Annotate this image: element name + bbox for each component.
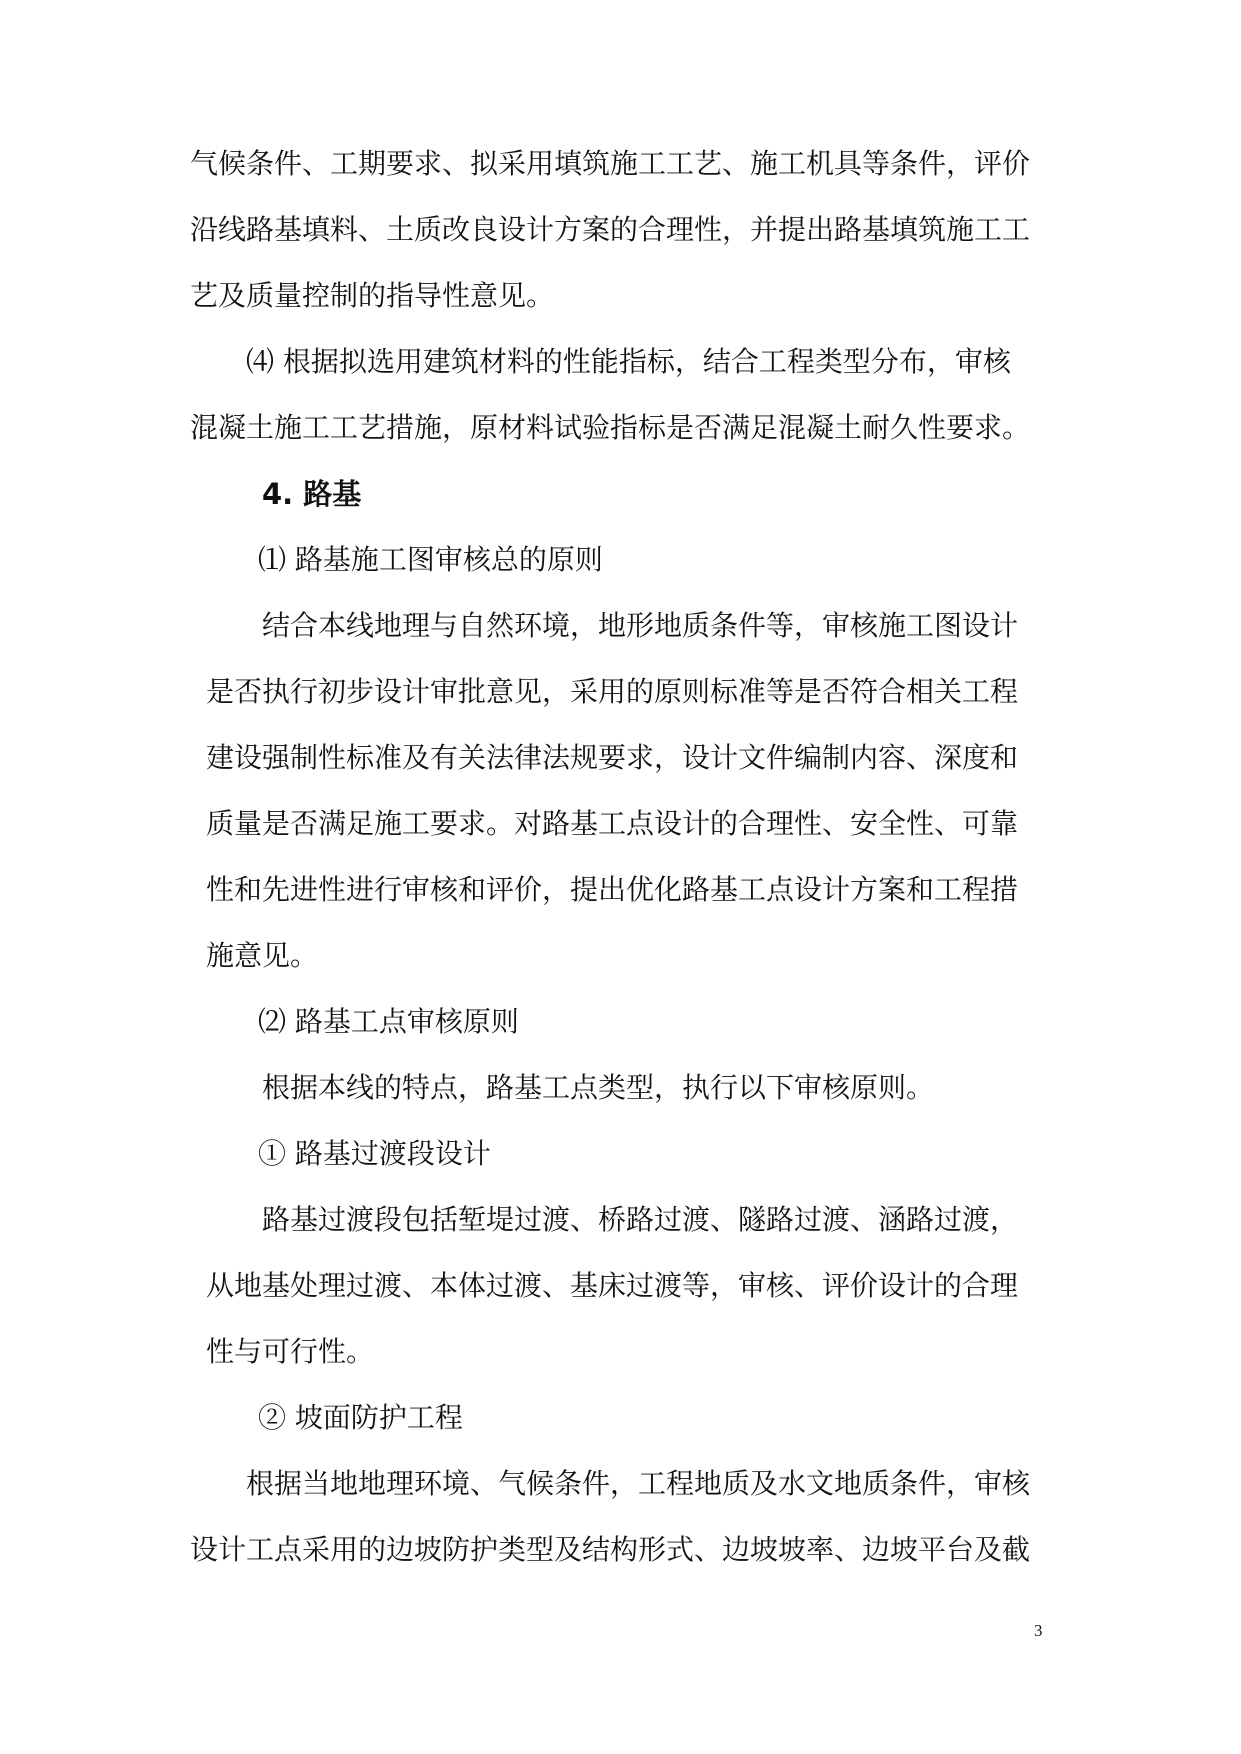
text-line: 混凝土施工工艺措施，原材料试验指标是否满足混凝土耐久性要求。	[190, 411, 1031, 444]
subsection-heading: ⑵ 路基工点审核原则	[258, 1005, 519, 1038]
item-heading: ② 坡面防护工程	[258, 1401, 463, 1434]
text-line: 建设强制性标准及有关法律法规要求，设计文件编制内容、深度和	[206, 741, 1019, 774]
text-line: 施意见。	[206, 939, 319, 972]
text-line: 根据本线的特点，路基工点类型，执行以下审核原则。	[262, 1071, 935, 1104]
section-heading: 4. 路基	[262, 477, 362, 511]
text-line: 气候条件、工期要求、拟采用填筑施工工艺、施工机具等条件，评价	[190, 147, 1031, 180]
text-line: 路基过渡段包括堑堤过渡、桥路过渡、隧路过渡、涵路过渡，	[262, 1203, 1019, 1236]
text-line: 设计工点采用的边坡防护类型及结构形式、边坡坡率、边坡平台及截	[190, 1533, 1031, 1566]
text-line: 性和先进性进行审核和评价，提出优化路基工点设计方案和工程措	[206, 873, 1019, 906]
text-line: 质量是否满足施工要求。对路基工点设计的合理性、安全性、可靠	[206, 807, 1019, 840]
subsection-heading: ⑴ 路基施工图审核总的原则	[258, 543, 603, 576]
text-line: 是否执行初步设计审批意见，采用的原则标准等是否符合相关工程	[206, 675, 1019, 708]
text-line: 沿线路基填料、土质改良设计方案的合理性，并提出路基填筑施工工	[190, 213, 1031, 246]
text-line: ⑷ 根据拟选用建筑材料的性能指标，结合工程类型分布，审核	[246, 345, 1011, 378]
page-number: 3	[1034, 1621, 1043, 1640]
text-line: 结合本线地理与自然环境，地形地质条件等，审核施工图设计	[262, 609, 1019, 642]
item-heading: ① 路基过渡段设计	[258, 1137, 491, 1170]
text-line: 根据当地地理环境、气候条件，工程地质及水文地质条件，审核	[246, 1467, 1031, 1500]
text-line: 从地基处理过渡、本体过渡、基床过渡等，审核、评价设计的合理	[206, 1269, 1019, 1302]
text-line: 性与可行性。	[206, 1335, 375, 1368]
text-line: 艺及质量控制的指导性意见。	[190, 279, 555, 312]
